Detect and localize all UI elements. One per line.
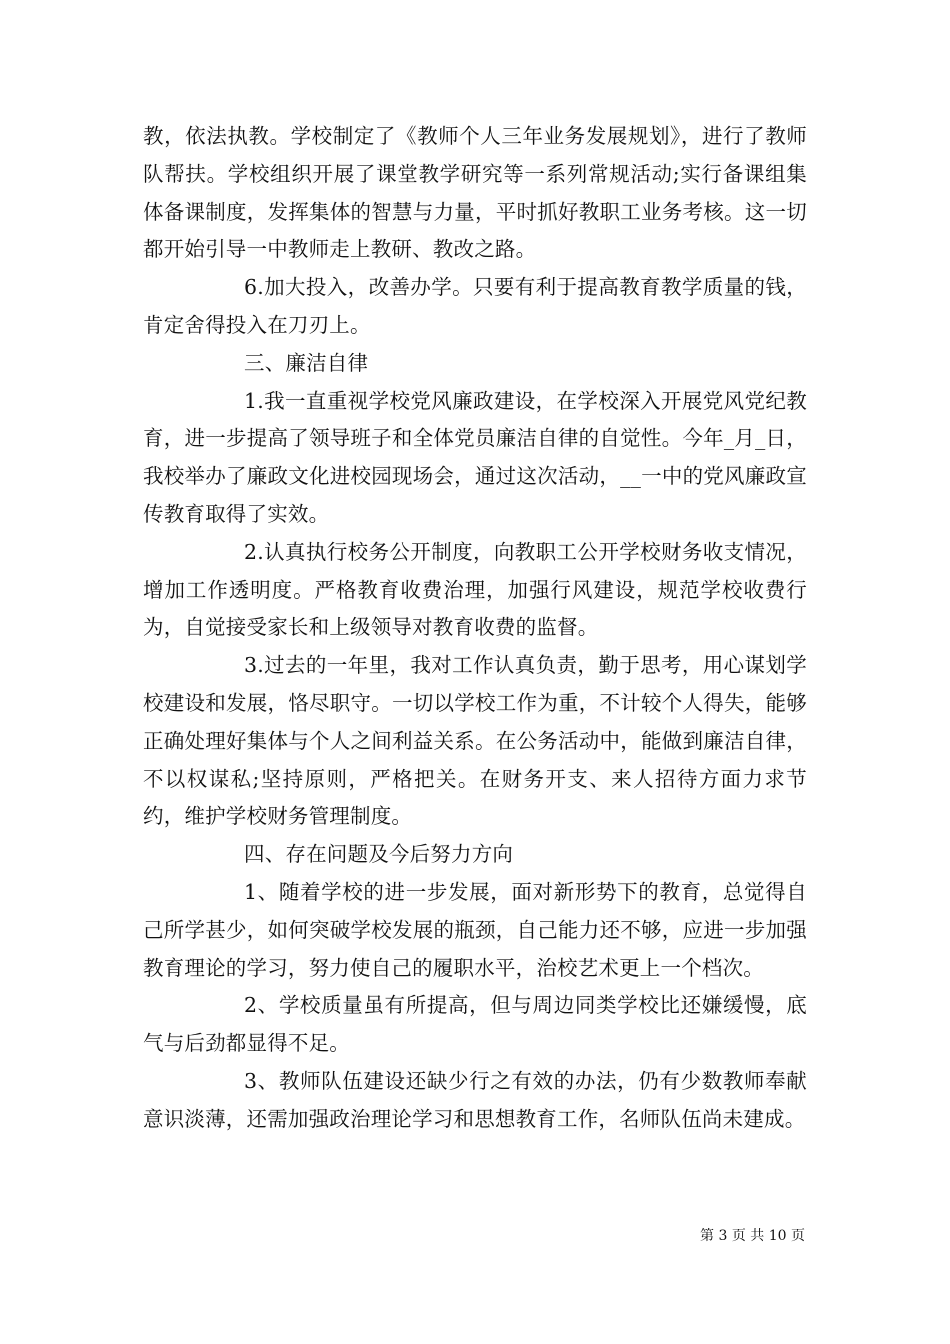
paragraph-problems-3: 3、教师队伍建设还缺少行之有效的办法，仍有少数教师奉献意识淡薄，还需加强政治理论学习和思想教育工作，名师队伍尚未建成。 xyxy=(143,1068,807,1131)
paragraph-item-6: 6.加大投入，改善办学。只要有利于提高教育教学质量的钱，肯定舍得投入在刀刃上。 xyxy=(143,275,807,337)
section-heading-problems: 四、存在问题及今后努力方向 xyxy=(244,842,514,867)
paragraph-integrity-3: 3.过去的一年里，我对工作认真负责，勤于思考，用心谋划学校建设和发展，恪尽职守。一切以学校工作为重，不计较个人得失，能够正确处理好集体与个人之间利益关系。在公务活动中，能做到廉洁自律，不以权谋私;坚持原则，严格把关。在财务开支、来人招待方面力求节约，维护学校财务管理制度。 xyxy=(143,653,807,829)
paragraph-problems-2: 2、学校质量虽有所提高，但与周边同类学校比还嫌缓慢，底气与后劲都显得不足。 xyxy=(143,993,807,1056)
paragraph-continuation: 教，依法执教。学校制定了《教师个人三年业务发展规划》，进行了教师队帮扶。学校组织开展了课堂教学研究等一系列常规活动;实行备课组集体备课制度，发挥集体的智慧与力量，平时抓好教职工业务考核。这一切都开始引导一中教师走上教研、教改之路。 xyxy=(143,124,807,262)
document-body xyxy=(143,118,807,1139)
paragraph-problems-1: 1、随着学校的进一步发展，面对新形势下的教育，总觉得自己所学甚少，如何突破学校发展的瓶颈，自己能力还不够，应进一步加强教育理论的学习，努力使自己的履职水平，治校艺术更上一个档次。 xyxy=(143,879,807,980)
page-number-footer: 第 3 页 共 10 页 xyxy=(700,1228,805,1244)
paragraph-integrity-2: 2.认真执行校务公开制度，向教职工公开学校财务收支情况，增加工作透明度。严格教育收费治理，加强行风建设，规范学校收费行为，自觉接受家长和上级领导对教育收费的监督。 xyxy=(143,539,807,640)
section-heading-integrity: 三、廉洁自律 xyxy=(244,350,369,375)
paragraph-integrity-1: 1.我一直重视学校党风廉政建设，在学校深入开展党风党纪教育，进一步提高了领导班子和全体党员廉洁自律的自觉性。今年_月_日，我校举办了廉政文化进校园现场会，通过这次活动，__一中的党风廉政宣传教育取得了实效。 xyxy=(143,388,807,526)
